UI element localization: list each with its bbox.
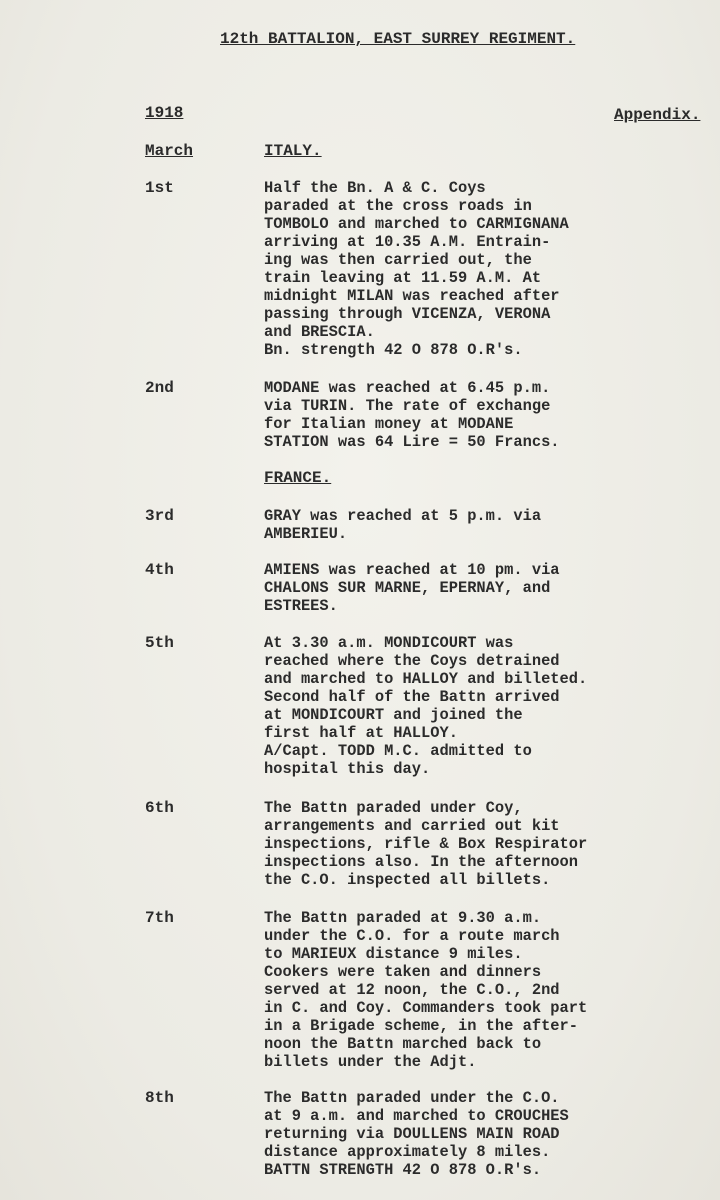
entry-line: hospital this day. <box>264 760 431 778</box>
entry-line: and BRESCIA. <box>264 323 375 341</box>
entry-line: A/Capt. TODD M.C. admitted to <box>264 742 532 760</box>
entry-date: 8th <box>145 1089 174 1107</box>
entry-line: at MONDICOURT and joined the <box>264 706 523 724</box>
entry-line: inspections, rifle & Box Respirator <box>264 835 588 853</box>
entry-line: The Battn paraded under Coy, <box>264 799 523 817</box>
entry-line: in C. and Coy. Commanders took part <box>264 999 588 1017</box>
document-title: 12th BATTALION, EAST SURREY REGIMENT. <box>220 30 576 48</box>
entry-text <box>264 507 714 543</box>
entry-line: At 3.30 a.m. MONDICOURT was <box>264 634 514 652</box>
entry-line: noon the Battn marched back to <box>264 1035 542 1053</box>
entry-line: Cookers were taken and dinners <box>264 963 542 981</box>
entry-line: at 9 a.m. and marched to CROUCHES <box>264 1107 569 1125</box>
entry-line: GRAY was reached at 5 p.m. via <box>264 507 542 525</box>
entry-line: The Battn paraded under the C.O. <box>264 1089 560 1107</box>
entry-line: Half the Bn. A & C. Coys <box>264 179 486 197</box>
entry-date: 7th <box>145 909 174 927</box>
entry-line: under the C.O. for a route march <box>264 927 560 945</box>
entry-line: Second half of the Battn arrived <box>264 688 560 706</box>
entry-line: midnight MILAN was reached after <box>264 287 560 305</box>
entry-line: returning via DOULLENS MAIN ROAD <box>264 1125 560 1143</box>
entry-text <box>264 634 714 778</box>
entry-text <box>264 561 714 615</box>
entry-line: served at 12 noon, the C.O., 2nd <box>264 981 560 999</box>
entry-text <box>264 909 714 1071</box>
entry-date: 2nd <box>145 379 174 397</box>
entry-line: ESTREES. <box>264 597 338 615</box>
entry-line: AMBERIEU. <box>264 525 348 543</box>
entry-line: TOMBOLO and marched to CARMIGNANA <box>264 215 569 233</box>
entry-line: in a Brigade scheme, in the after- <box>264 1017 579 1035</box>
entry-line: billets under the Adjt. <box>264 1053 477 1071</box>
entry-date: 4th <box>145 561 174 579</box>
year-heading: 1918 <box>145 104 184 122</box>
entry-line: BATTN STRENGTH 42 O 878 O.R's. <box>264 1161 542 1179</box>
entry-line: ing was then carried out, the <box>264 251 532 269</box>
entry-line: and marched to HALLOY and billeted. <box>264 670 588 688</box>
entry-text <box>264 799 714 889</box>
entry-line: arriving at 10.35 A.M. Entrain- <box>264 233 551 251</box>
entry-line: the C.O. inspected all billets. <box>264 871 551 889</box>
entry-line: AMIENS was reached at 10 pm. via <box>264 561 560 579</box>
entry-line: The Battn paraded at 9.30 a.m. <box>264 909 542 927</box>
entry-date: 3rd <box>145 507 174 525</box>
appendix-label: Appendix. <box>614 106 701 124</box>
entry-line: CHALONS SUR MARNE, EPERNAY, and <box>264 579 551 597</box>
month-heading: March <box>145 142 194 160</box>
entry-line: Bn. strength 42 O 878 O.R's. <box>264 341 523 359</box>
entry-date: 1st <box>145 179 174 197</box>
entry-line: train leaving at 11.59 A.M. At <box>264 269 542 287</box>
section-heading-france: FRANCE. <box>264 469 332 487</box>
entry-date: 5th <box>145 634 174 652</box>
entry-line: via TURIN. The rate of exchange <box>264 397 551 415</box>
entry-line: to MARIEUX distance 9 miles. <box>264 945 523 963</box>
entry-text <box>264 379 714 451</box>
entry-line: arrangements and carried out kit <box>264 817 560 835</box>
entry-line: reached where the Coys detrained <box>264 652 560 670</box>
entry-line: passing through VICENZA, VERONA <box>264 305 551 323</box>
entry-line: for Italian money at MODANE <box>264 415 514 433</box>
entry-date: 6th <box>145 799 174 817</box>
entry-text <box>264 1089 714 1179</box>
section-heading-italy: ITALY. <box>264 142 322 160</box>
entry-line: first half at HALLOY. <box>264 724 458 742</box>
entry-line: distance approximately 8 miles. <box>264 1143 551 1161</box>
entry-text <box>264 179 714 359</box>
entry-line: paraded at the cross roads in <box>264 197 532 215</box>
entry-line: MODANE was reached at 6.45 p.m. <box>264 379 551 397</box>
entry-line: STATION was 64 Lire = 50 Francs. <box>264 433 560 451</box>
entry-line: inspections also. In the afternoon <box>264 853 579 871</box>
